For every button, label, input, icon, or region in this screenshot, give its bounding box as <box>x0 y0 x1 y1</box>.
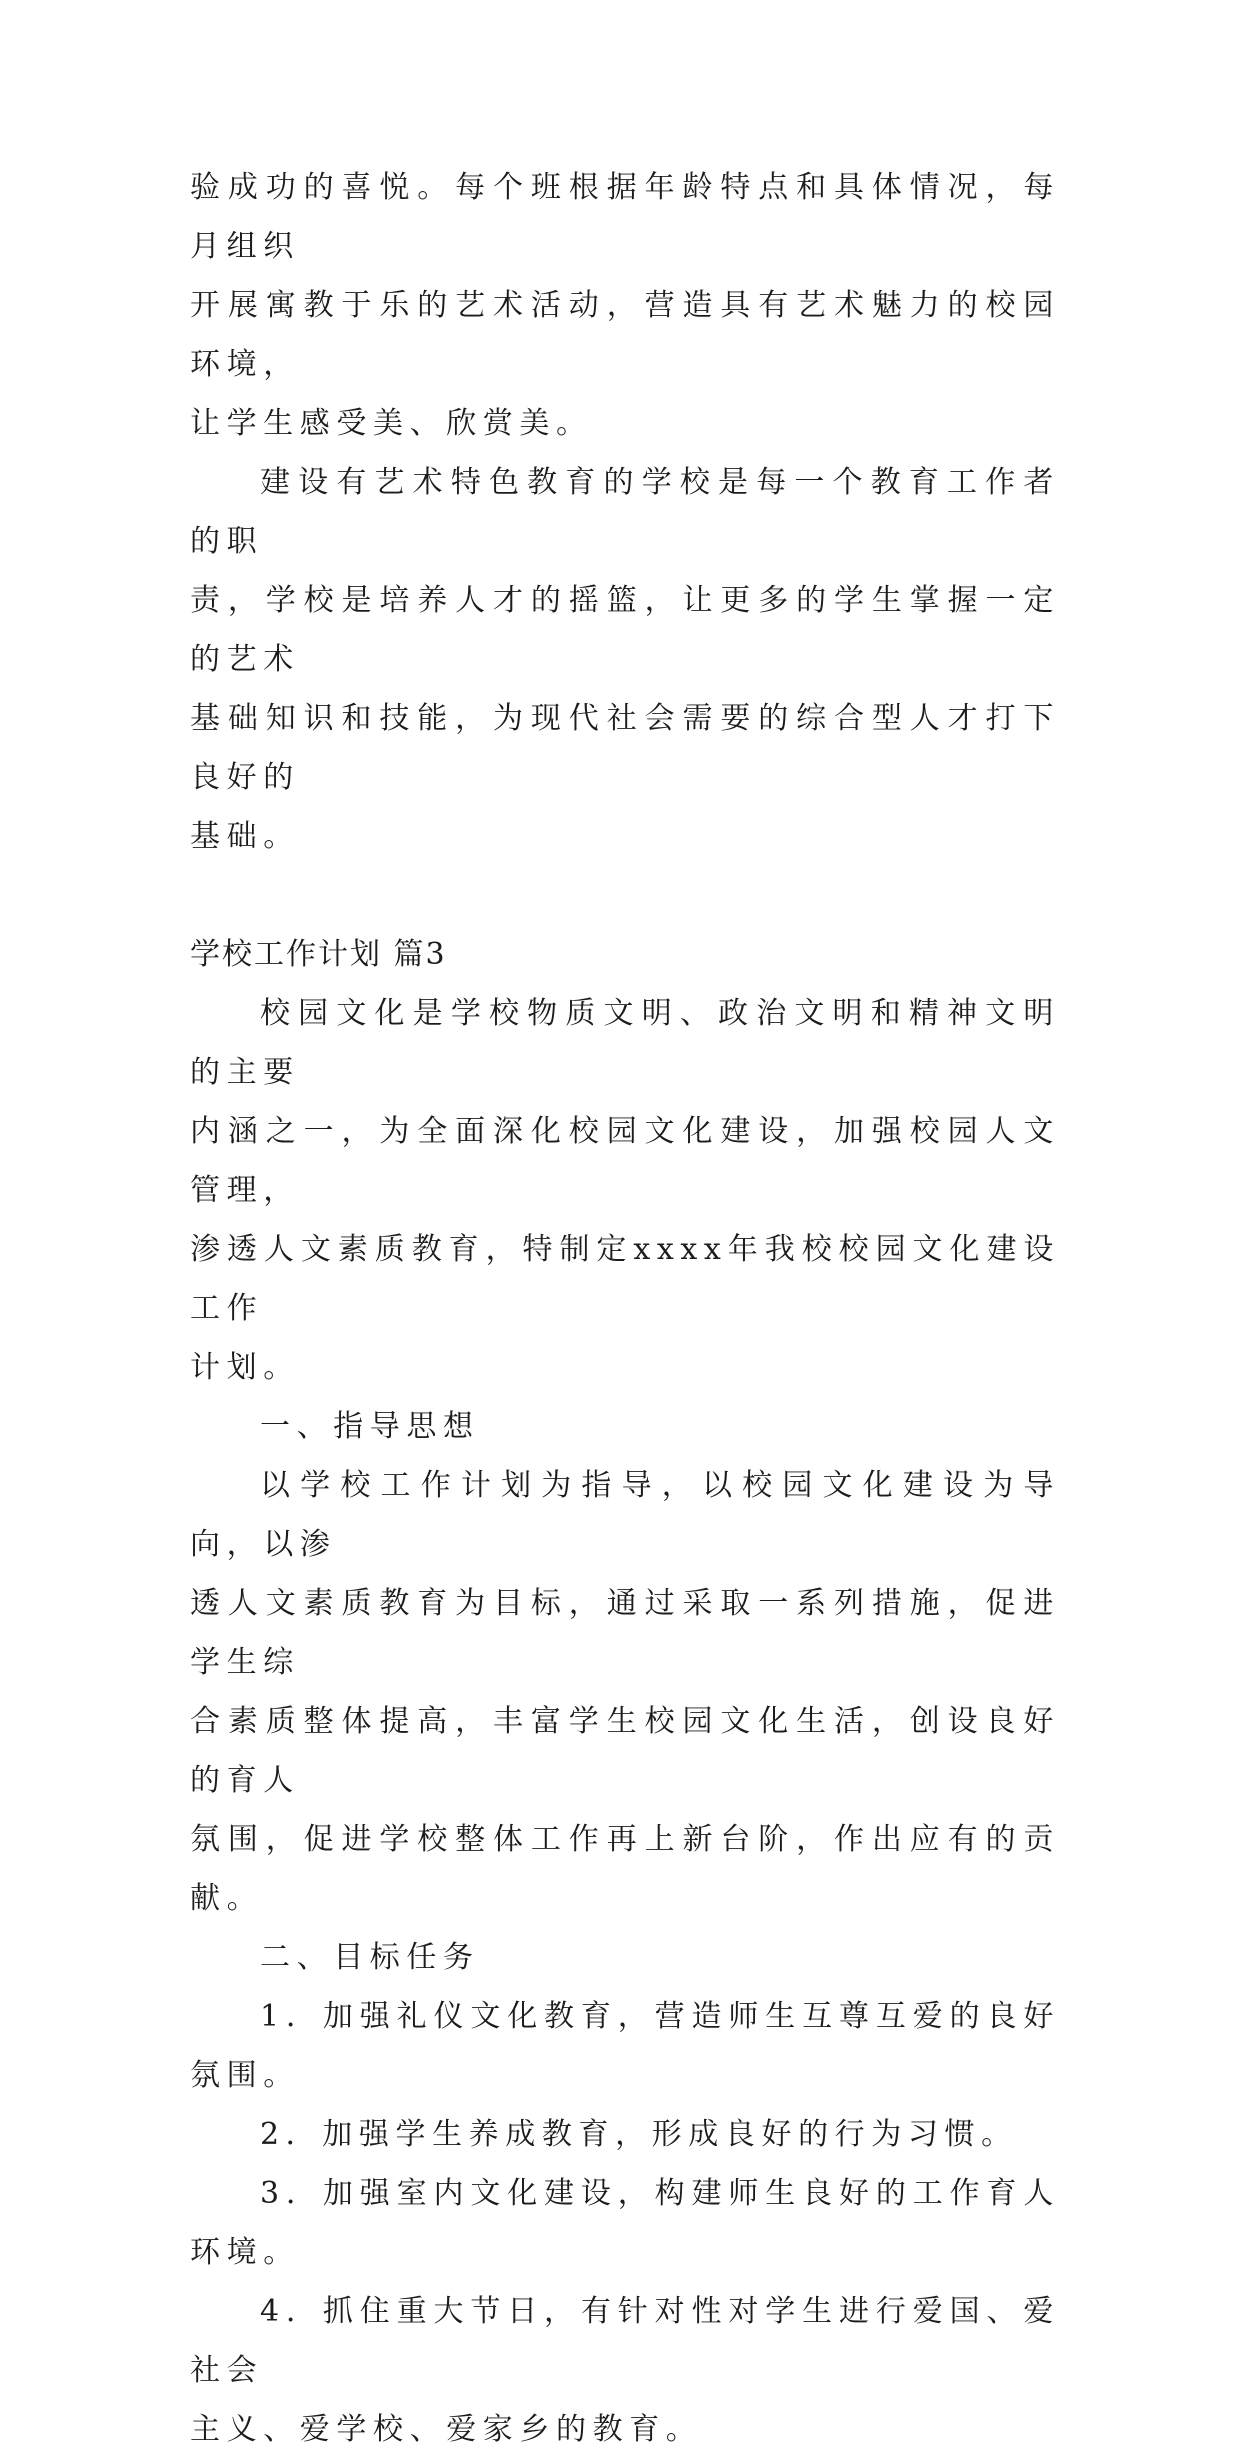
text-line: 1．加强礼仪文化教育，营造师生互尊互爱的良好氛围。 <box>190 1999 1060 2093</box>
text-line: 基础知识和技能，为现代社会需要的综合型人才打下良好的 <box>190 701 1060 795</box>
text-line: 建设有艺术特色教育的学校是每一个教育工作者的职 <box>190 465 1060 559</box>
paragraph-p-art-school <box>190 453 1060 866</box>
text-line: 氛围，促进学校整体工作再上新台阶，作出应有的贡献。 <box>190 1822 1060 1916</box>
text-line: 3．加强室内文化建设，构建师生良好的工作育人环境。 <box>190 2176 1060 2270</box>
paragraph-p-h2 <box>190 1928 1060 1987</box>
paragraph-p-h1 <box>190 1397 1060 1456</box>
document-body <box>190 158 1060 2459</box>
text-line: 验成功的喜悦。每个班根据年龄特点和具体情况，每月组织 <box>190 170 1060 264</box>
text-line: 透人文素质教育为目标，通过采取一系列措施，促进学生综 <box>190 1586 1060 1680</box>
text-line: 2．加强学生养成教育，形成良好的行为习惯。 <box>260 2117 1018 2152</box>
text-line: 计划。 <box>190 1350 300 1385</box>
text-line: 一、指导思想 <box>260 1409 480 1444</box>
text-line: 合素质整体提高，丰富学生校园文化生活，创设良好的育人 <box>190 1704 1060 1798</box>
text-line: 主义、爱学校、爱家乡的教育。 <box>190 2412 703 2447</box>
text-line: 开展寓教于乐的艺术活动，营造具有艺术魅力的校园环境， <box>190 288 1060 382</box>
paragraph-p-guiding <box>190 1456 1060 1928</box>
text-line: 责，学校是培养人才的摇篮，让更多的学生掌握一定的艺术 <box>190 583 1060 677</box>
text-line: 二、目标任务 <box>260 1940 480 1975</box>
text-line: 以学校工作计划为指导，以校园文化建设为导向，以渗 <box>190 1468 1060 1562</box>
paragraph-p-item2 <box>190 2105 1060 2164</box>
text-line: 基础。 <box>190 819 300 854</box>
paragraph-p-item4 <box>190 2282 1060 2459</box>
paragraph-p-continued <box>190 158 1060 453</box>
paragraph-p-item1 <box>190 1987 1060 2105</box>
paragraph-p-item3 <box>190 2164 1060 2282</box>
text-line: 校园文化是学校物质文明、政治文明和精神文明的主要 <box>190 996 1060 1090</box>
section-heading: 学校工作计划 篇3 <box>190 937 447 972</box>
text-line: 内涵之一，为全面深化校园文化建设，加强校园人文管理， <box>190 1114 1060 1208</box>
paragraph-p-intro <box>190 984 1060 1397</box>
text-line: 渗透人文素质教育，特制定xxxx年我校校园文化建设工作 <box>190 1232 1060 1326</box>
paragraphs-before <box>190 158 1060 866</box>
text-line: 让学生感受美、欣赏美。 <box>190 406 593 441</box>
text-line: 4．抓住重大节日，有针对性对学生进行爱国、爱社会 <box>190 2294 1060 2388</box>
paragraphs-after <box>190 984 1060 2459</box>
